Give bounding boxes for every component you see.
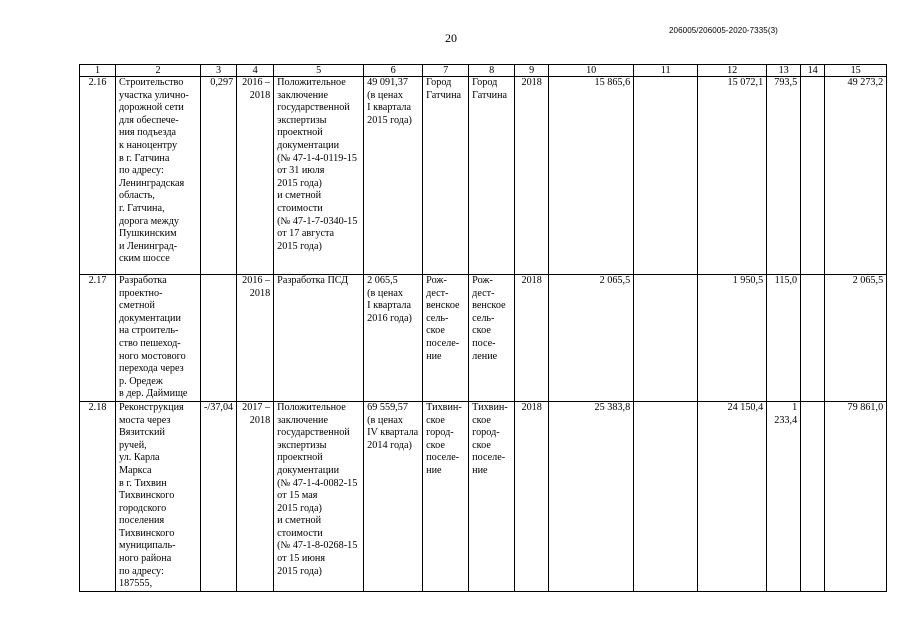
cell-total-funding: 15 865,6	[549, 77, 634, 275]
cell-line: в г. Гатчина	[119, 152, 170, 164]
cell-line: ние	[472, 464, 488, 476]
cell-line: поселе-	[426, 452, 460, 464]
cell-line: моста через	[119, 414, 171, 426]
cell-total-funding: 25 383,8	[549, 401, 634, 591]
cell-federal-budget	[634, 275, 698, 402]
cell-completion-year: 2018	[515, 401, 549, 591]
cell-line: венское	[426, 300, 460, 312]
cell-line: муниципаль-	[119, 540, 176, 552]
column-number-15: 15	[825, 65, 887, 77]
cell-line: перехода через	[119, 363, 184, 375]
cell-line: ское	[426, 414, 445, 426]
cell-line: ское	[472, 414, 491, 426]
cell-local-budget: 793,5	[767, 77, 801, 275]
cell-line: заключение	[277, 414, 329, 426]
cell-line: в дер. Даймище	[119, 388, 188, 400]
cell-line: 49 091,37	[367, 77, 408, 88]
column-number-3: 3	[201, 65, 237, 77]
cell-line: р. Оредеж	[119, 375, 163, 387]
cell-capacity: -/37,04	[201, 401, 237, 591]
cell-line: заключение	[277, 89, 329, 101]
cell-line: экспертизы	[277, 439, 327, 451]
cell-line: проектно-	[119, 287, 163, 299]
cell-completion-year: 2018	[515, 275, 549, 402]
cell-line: Тихвин-	[426, 401, 462, 413]
cell-line: сель-	[472, 312, 495, 324]
cell-remaining-cost: 2 065,5	[825, 275, 887, 402]
cell-line: I квартала	[367, 300, 411, 312]
cell-line: поселе-	[426, 337, 460, 349]
cell-line: Положительное	[277, 401, 346, 413]
cell-capacity	[201, 275, 237, 402]
column-number-1: 1	[80, 65, 116, 77]
cell-estimated-cost	[364, 77, 423, 275]
cell-line: Положительное	[277, 77, 346, 88]
cell-line: ское	[426, 439, 445, 451]
cell-regional-budget: 24 150,4	[698, 401, 767, 591]
cell-federal-budget	[634, 401, 698, 591]
cell-line: Ленинградская	[119, 177, 185, 189]
cell-line: на строитель-	[119, 325, 179, 337]
cell-line: (№ 47-1-8-0268-15	[277, 540, 358, 552]
cell-line: ния подъезда	[119, 127, 177, 139]
cell-line: в г. Тихвин	[119, 477, 167, 489]
cell-other-sources	[801, 401, 825, 591]
cell-documentation	[274, 401, 364, 591]
cell-row-number: 2.17	[80, 275, 116, 402]
cell-line: ного района	[119, 553, 172, 565]
cell-line: ление	[472, 350, 498, 362]
cell-line: 2015 года)	[277, 565, 322, 577]
column-number-4: 4	[237, 65, 274, 77]
table-row	[80, 275, 887, 402]
cell-estimated-cost	[364, 401, 423, 591]
cell-line: (в ценах	[367, 89, 403, 101]
cell-line: для обеспече-	[119, 114, 179, 126]
cell-object-name	[116, 275, 201, 402]
document-code: 206005/206005-2020-7335(3)	[669, 26, 778, 35]
column-number-11: 11	[634, 65, 698, 77]
cell-line: проектной	[277, 452, 323, 464]
cell-line: и Ленинград-	[119, 240, 178, 252]
cell-customer	[423, 77, 469, 275]
cell-construction-years	[237, 275, 274, 402]
cell-total-funding: 2 065,5	[549, 275, 634, 402]
cell-regional-budget: 15 072,1	[698, 77, 767, 275]
cell-line: (в ценах	[367, 414, 403, 426]
cell-line: Город	[426, 77, 452, 88]
cell-capacity: 0,297	[201, 77, 237, 275]
cell-line: г. Гатчина,	[119, 202, 165, 214]
cell-construction-years	[237, 401, 274, 591]
cell-line: ское	[426, 325, 445, 337]
cell-remaining-cost: 49 273,2	[825, 77, 887, 275]
cell-line: 2 065,5	[367, 275, 398, 286]
cell-line: Тихвин-	[472, 401, 508, 413]
cell-line: область,	[119, 190, 155, 202]
cell-line: I квартала	[367, 102, 411, 114]
cell-line: город-	[426, 427, 454, 439]
cell-line: (№ 47-1-7-0340-15	[277, 215, 358, 227]
cell-line: ул. Карла	[119, 452, 160, 464]
cell-line: Гатчина	[472, 89, 508, 101]
cell-object-name	[116, 401, 201, 591]
column-number-12: 12	[698, 65, 767, 77]
cell-developer	[469, 275, 515, 402]
cell-line: от 15 мая	[277, 490, 318, 502]
cell-line: сметной	[119, 300, 155, 312]
cell-line: 187555,	[119, 578, 153, 590]
cell-line: 2015 года)	[277, 177, 322, 189]
cell-line: документации	[277, 139, 340, 151]
cell-other-sources	[801, 275, 825, 402]
column-number-13: 13	[767, 65, 801, 77]
cell-line: по адресу:	[119, 165, 164, 177]
page-number: 20	[445, 31, 457, 45]
column-number-10: 10	[549, 65, 634, 77]
cell-line: от 17 августа	[277, 228, 335, 240]
header-row	[80, 65, 887, 77]
cell-line: ским шоссе	[119, 253, 170, 265]
cell-line: IV квартала	[367, 427, 419, 439]
cell-line: Пушкинским	[119, 228, 177, 240]
cell-line: Маркса	[119, 464, 152, 476]
cell-line: (в ценах	[367, 287, 403, 299]
cell-line: 2014 года)	[367, 439, 412, 451]
cell-line: городского	[119, 502, 167, 514]
cell-line: 2018	[249, 414, 271, 426]
cell-row-number: 2.18	[80, 401, 116, 591]
cell-line: и сметной	[277, 190, 322, 202]
cell-line: (№ 47-1-4-0119-15	[277, 152, 357, 164]
cell-line: ние	[426, 350, 442, 362]
cell-row-number: 2.16	[80, 77, 116, 275]
cell-line: Строительство	[119, 77, 184, 88]
cell-customer	[423, 401, 469, 591]
cell-line: Город	[472, 77, 498, 88]
cell-line: документации	[119, 312, 181, 324]
cell-line: документации	[277, 464, 340, 476]
cell-line: посе-	[472, 337, 496, 349]
cell-object-name	[116, 77, 201, 275]
cell-line: к наноцентру	[119, 139, 178, 151]
cell-line: поселения	[119, 515, 165, 527]
column-number-2: 2	[116, 65, 201, 77]
cell-line: ного мостового	[119, 350, 186, 362]
cell-line: и сметной	[277, 515, 322, 527]
cell-construction-years	[237, 77, 274, 275]
cell-local-budget: 115,0	[767, 275, 801, 402]
cell-line: 2015 года)	[277, 502, 322, 514]
cell-regional-budget: 1 950,5	[698, 275, 767, 402]
table-row	[80, 77, 887, 275]
cell-line: (№ 47-1-4-0082-15	[277, 477, 358, 489]
cell-line: от 15 июня	[277, 553, 326, 565]
cell-line: 2015 года)	[367, 114, 412, 126]
cell-line: дест-	[426, 287, 449, 299]
cell-line: 2015 года)	[277, 240, 322, 252]
cell-developer	[469, 77, 515, 275]
cell-line: проектной	[277, 127, 323, 139]
cell-line: дорожной сети	[119, 102, 184, 114]
column-number-5: 5	[274, 65, 364, 77]
cell-line: 2018	[249, 89, 271, 101]
cell-line: Рож-	[472, 275, 493, 286]
column-number-8: 8	[469, 65, 515, 77]
cell-line: Разработка ПСД	[277, 275, 349, 286]
cell-line: Разработка	[119, 275, 167, 286]
cell-line: город-	[472, 427, 500, 439]
cell-documentation	[274, 275, 364, 402]
cell-line: венское	[472, 300, 506, 312]
cell-line: 2018	[249, 287, 271, 299]
cell-line: Реконструкция	[119, 401, 184, 413]
cell-line: поселе-	[472, 452, 506, 464]
column-number-7: 7	[423, 65, 469, 77]
cell-developer	[469, 401, 515, 591]
cell-line: Рож-	[426, 275, 447, 286]
cell-line: дорога между	[119, 215, 179, 227]
cell-line: участка улично-	[119, 89, 189, 101]
cell-line: ние	[426, 464, 442, 476]
cell-line: ручей,	[119, 439, 147, 451]
cell-line: государственной	[277, 102, 350, 114]
cell-line: 2016 –	[242, 275, 271, 286]
cell-line: ство пешеход-	[119, 337, 181, 349]
cell-remaining-cost: 79 861,0	[825, 401, 887, 591]
cell-federal-budget	[634, 77, 698, 275]
cell-line: 2017 –	[242, 401, 271, 413]
cell-line: экспертизы	[277, 114, 327, 126]
cell-documentation	[274, 77, 364, 275]
cell-line: ское	[472, 325, 491, 337]
column-number-14: 14	[801, 65, 825, 77]
cell-line: стоимости	[277, 202, 323, 214]
cell-line: 2016 –	[242, 77, 271, 88]
cell-customer	[423, 275, 469, 402]
table-body	[80, 65, 887, 592]
cell-line: 2016 года)	[367, 312, 412, 324]
cell-line: от 31 июля	[277, 165, 325, 177]
cell-line: Гатчина	[426, 89, 462, 101]
table-row	[80, 401, 887, 591]
cell-line: Тихвинского	[119, 490, 175, 502]
cell-line: дест-	[472, 287, 495, 299]
cell-line: сель-	[426, 312, 449, 324]
cell-other-sources	[801, 77, 825, 275]
cell-line: Тихвинского	[119, 527, 175, 539]
cell-completion-year: 2018	[515, 77, 549, 275]
cell-line: Вязитский	[119, 427, 165, 439]
cell-local-budget: 1 233,4	[767, 401, 801, 591]
column-number-9: 9	[515, 65, 549, 77]
cell-line: по адресу:	[119, 565, 164, 577]
cell-line: государственной	[277, 427, 350, 439]
cell-estimated-cost	[364, 275, 423, 402]
cell-line: стоимости	[277, 527, 323, 539]
cell-line: ское	[472, 439, 491, 451]
column-number-6: 6	[364, 65, 423, 77]
cell-line: 69 559,57	[367, 401, 408, 413]
program-table	[79, 64, 887, 592]
